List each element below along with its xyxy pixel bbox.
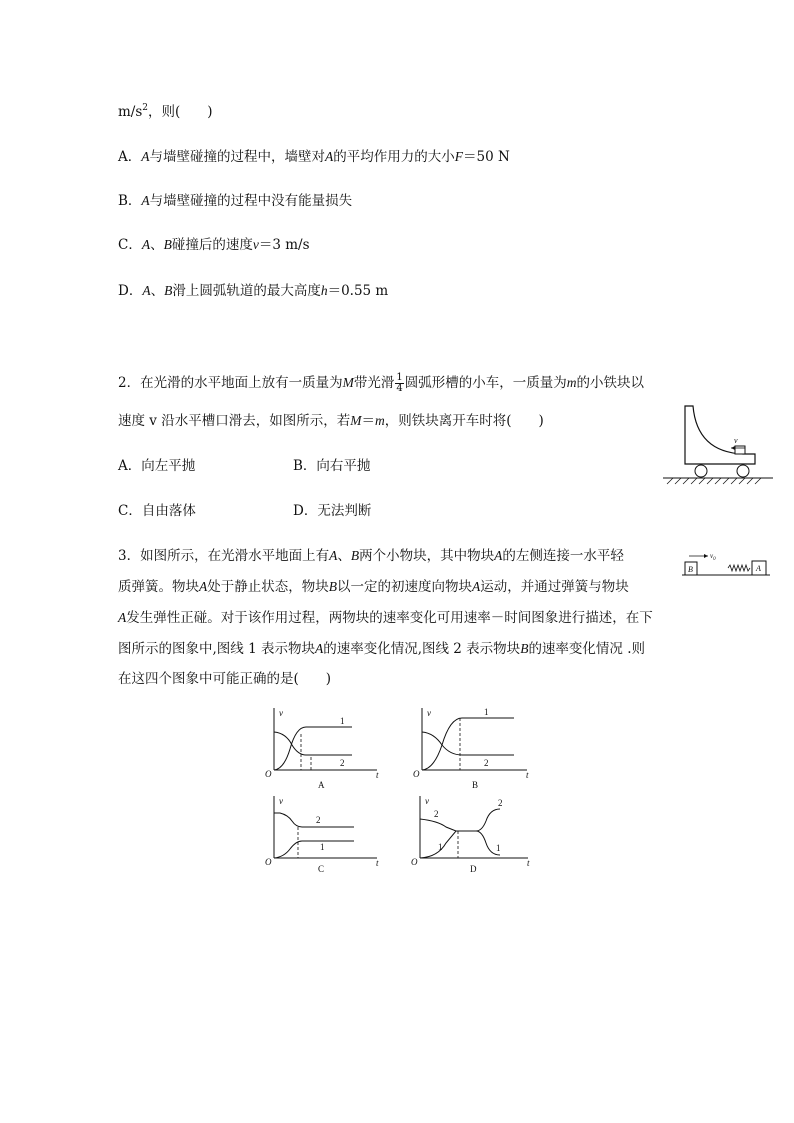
velocity-arrow-head	[731, 446, 735, 450]
graph-c-t-label: t	[376, 858, 379, 868]
graph-c-origin: O	[265, 857, 272, 867]
graph-a-v-label: v	[279, 708, 283, 718]
graph-d-caption: D	[470, 864, 477, 874]
v0-label: $v_0$	[710, 552, 716, 562]
q3-blocks-figure	[682, 550, 772, 580]
graph-a	[262, 705, 382, 790]
graph-a-line-2-label: 2	[340, 758, 345, 768]
cart-wheel-right	[737, 465, 749, 477]
q3-stem-line-1: 3．如图所示，在光滑水平地面上有A、B两个小物块，其中物块A的左侧连接一水平轻	[118, 548, 624, 564]
quarter-fraction: $\frac{1}{4}$	[396, 372, 403, 394]
q2-option-c: C．自由落体	[118, 503, 196, 519]
graph-a-curve-2	[274, 732, 352, 755]
graph-d-line-2-end-label: 2	[498, 798, 503, 808]
graph-b-v-label: v	[427, 708, 431, 718]
graph-b	[410, 705, 530, 790]
graph-c-line-1-label: 1	[320, 842, 325, 852]
graph-d-line-1-end-label: 1	[496, 843, 501, 853]
q1-option-d: D．A、B滑上圆弧轨道的最大高度h＝0.55 m	[118, 283, 389, 299]
ground-hatching	[667, 478, 761, 484]
graph-c-caption: C	[318, 864, 325, 874]
q2-stem-line-2: 速度 v 沿水平槽口滑去，如图所示，若M＝m，则铁块离开车时将( )	[118, 413, 544, 429]
graph-b-curve-1	[422, 718, 514, 770]
spring	[728, 565, 750, 571]
q1-option-b: B．A与墙壁碰撞的过程中没有能量损失	[118, 193, 353, 209]
iron-block	[735, 446, 745, 454]
q1-stem-tail: $m/s^2$，则( )	[118, 103, 213, 120]
cart-wheel-left	[695, 465, 707, 477]
graph-b-t-label: t	[526, 770, 529, 780]
graph-a-origin: O	[265, 769, 272, 779]
q3-stem-line-3: A发生弹性正碰。对于该作用过程，两物块的速率变化可用速率－时间图象进行描述，在下	[118, 610, 653, 626]
graph-d-v-label: v	[425, 796, 429, 806]
q2-option-d: D．无法判断	[293, 503, 372, 519]
q3-stem-line-4: 图所示的图象中,图线 1 表示物块A的速率变化情况,图线 2 表示物块B的速率变化情况 .则	[118, 641, 646, 657]
q2-cart-figure	[663, 400, 773, 485]
velocity-label: v	[734, 436, 738, 445]
cart-body	[685, 406, 755, 464]
q3-stem-line-5: 在这四个图象中可能正确的是( )	[118, 671, 332, 687]
q2-option-b: B．向右平抛	[293, 458, 371, 474]
graph-b-origin: O	[413, 769, 420, 779]
graph-a-t-label: t	[376, 770, 379, 780]
v0-arrow-head	[704, 554, 708, 558]
graph-b-line-1-label: 1	[484, 707, 489, 717]
block-b-label: B	[688, 565, 693, 574]
q1-option-a: A．A与墙壁碰撞的过程中，墙壁对A的平均作用力的大小F＝50 N	[118, 149, 510, 165]
graph-d-curve-1	[420, 831, 500, 858]
q1-option-c: C．A、B碰撞后的速度v＝3 m/s	[118, 237, 310, 253]
graph-d-line-1-label: 1	[438, 842, 443, 852]
graph-d-t-label: t	[527, 858, 530, 868]
graph-b-caption: B	[472, 780, 479, 790]
block-a-label: A	[756, 564, 761, 573]
graph-c-curve-1	[274, 841, 354, 858]
graph-a-line-1-label: 1	[340, 716, 345, 726]
graph-b-line-2-label: 2	[484, 758, 489, 768]
graph-b-curve-2	[422, 732, 514, 755]
q2-stem-line-1: 2．在光滑的水平地面上放有一质量为M带光滑 $\frac{1}{4}$ 圆弧形槽的小车，一质量为m的小铁块以	[118, 372, 644, 394]
graph-c-curve-2	[274, 813, 354, 827]
q2-option-a: A．向左平抛	[118, 458, 196, 474]
graph-c-line-2-label: 2	[316, 815, 321, 825]
graph-d	[408, 793, 533, 878]
graph-c-v-label: v	[279, 796, 283, 806]
graph-c	[262, 793, 382, 878]
graph-d-line-2-label: 2	[434, 809, 439, 819]
graph-d-curve-2	[420, 809, 500, 831]
graph-d-origin: O	[411, 857, 418, 867]
graph-a-caption: A	[318, 780, 325, 790]
q3-stem-line-2: 质弹簧。物块A处于静止状态，物块B以一定的初速度向物块A运动，并通过弹簧与物块	[118, 579, 629, 595]
